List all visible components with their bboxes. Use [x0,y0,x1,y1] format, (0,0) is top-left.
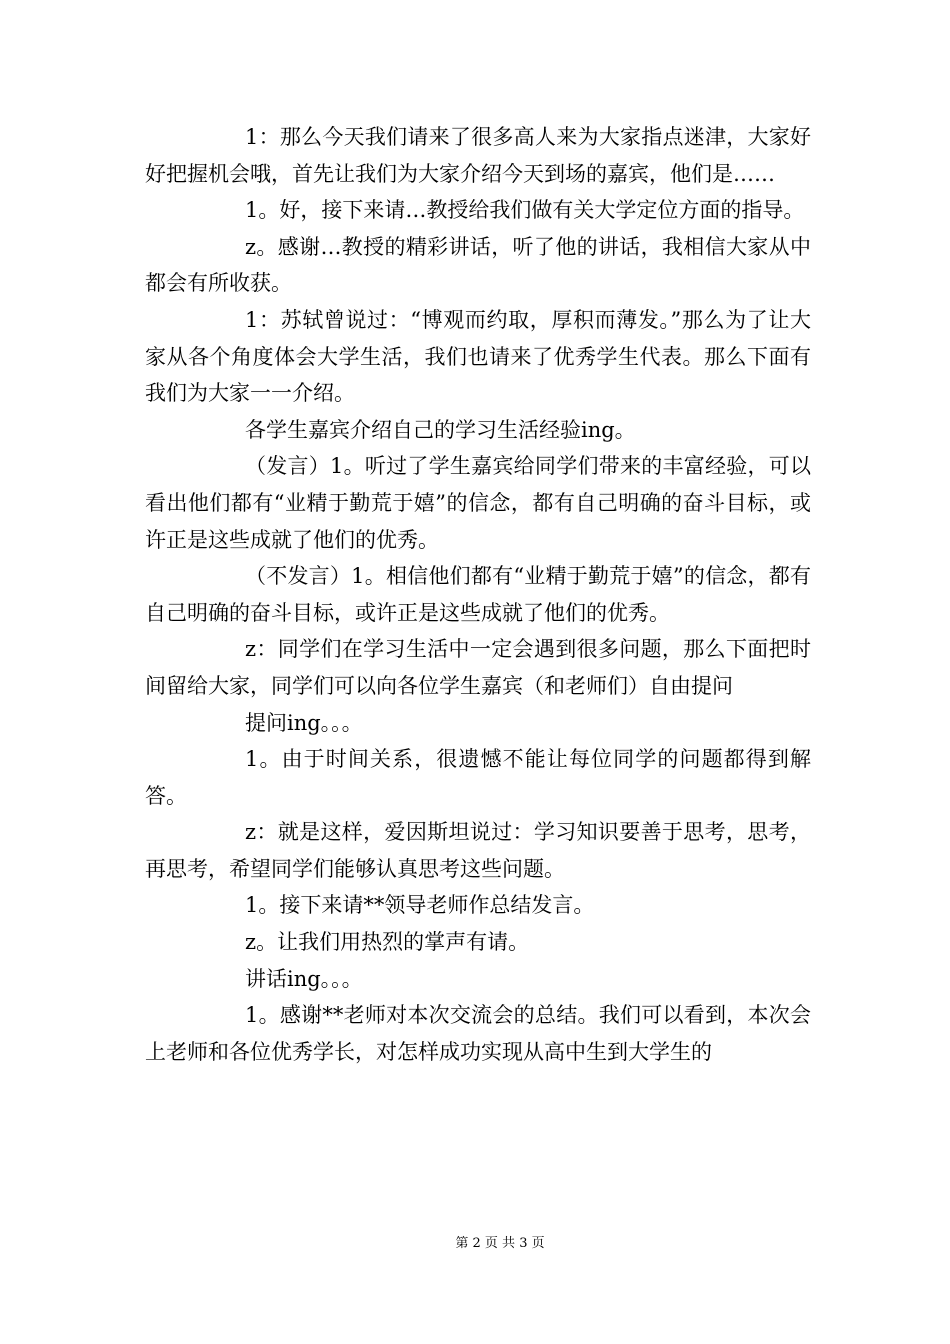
paragraph: z：同学们在学习生活中一定会遇到很多问题，那么下面把时间留给大家，同学们可以向各位学生嘉宾（和老师们）自由提问 [145,637,811,698]
paragraph: 1。好，接下来请…教授给我们做有关大学定位方面的指导。 [245,198,805,223]
paragraph: 1。感谢**老师对本次交流会的总结。我们可以看到，本次会上老师和各位优秀学长，对怎样成功实现从高中生到大学生的 [145,1003,811,1064]
paragraph: z。让我们用热烈的掌声有请。 [245,930,530,955]
paragraph: 讲话ing。。。 [245,966,363,991]
paragraph: 1：那么今天我们请来了很多高人来为大家指点迷津，大家好好把握机会哦，首先让我们为大家介绍今天到场的嘉宾，他们是…… [145,125,811,186]
paragraph: 提问ing。。。 [245,710,363,735]
paragraph: z：就是这样，爱因斯坦说过：学习知识要善于思考，思考，再思考，希望同学们能够认真思考这些问题。 [145,820,811,881]
page-number-footer: 第 2 页 共 3 页 [455,1236,545,1251]
paragraph: （不发言）1。相信他们都有“业精于勤荒于嬉”的信念，都有自己明确的奋斗目标，或许正是这些成就了他们的优秀。 [145,564,811,625]
document-body [145,119,811,1070]
paragraph: 1：苏轼曾说过：“博观而约取，厚积而薄发。”那么为了让大家从各个角度体会大学生活，我们也请来了优秀学生代表。那么下面有我们为大家一一介绍。 [145,307,811,406]
paragraph: z。感谢…教授的精彩讲话，听了他的讲话，我相信大家从中都会有所收获。 [145,234,811,296]
paragraph: 各学生嘉宾介绍自己的学习生活经验ing。 [245,417,636,442]
paragraph: 1。由于时间关系，很遗憾不能让每位同学的问题都得到解答。 [145,747,811,808]
paragraph: 1。接下来请**领导老师作总结发言。 [245,893,595,918]
paragraph: （发言）1。听过了学生嘉宾给同学们带来的丰富经验，可以看出他们都有“业精于勤荒于嬉”的信念，都有自己明确的奋斗目标，或许正是这些成就了他们的优秀。 [145,454,811,552]
